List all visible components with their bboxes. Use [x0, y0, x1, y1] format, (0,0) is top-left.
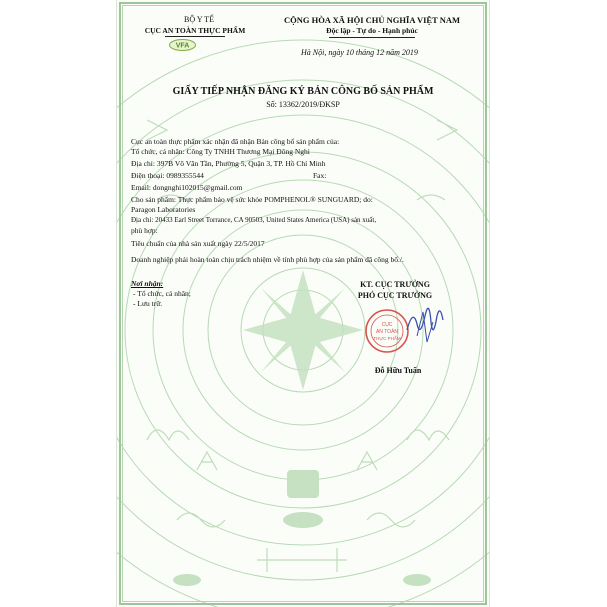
republic-name: CỘNG HÒA XÃ HỘI CHỦ NGHĨA VIỆT NAM [283, 15, 461, 25]
body-line-phone: Điện thoại: 0989355544 [131, 171, 204, 180]
body-line-organization: Tổ chức, cá nhân: Công Ty TNHH Thương Mại Đông Nghi [131, 147, 310, 156]
body-line-manufacturer: Paragon Laboratories [131, 205, 196, 214]
body-line-product: Cho sản phẩm: Thực phẩm bảo vệ sức khỏe POMPHENOL® SUNGUARD; do: [131, 195, 373, 204]
body-line-standard: Tiêu chuẩn của nhà sản xuất ngày 22/5/2017 [131, 239, 265, 248]
agency-name: CỤC AN TOÀN THỰC PHẨM [144, 26, 246, 35]
document-title: GIẤY TIẾP NHẬN ĐĂNG KÝ BẢN CÔNG BỐ SẢN PHẨM [172, 86, 434, 97]
body-line-intro: Cục an toàn thực phẩm xác nhận đã nhận Bản công bố sản phẩm của: [131, 137, 340, 146]
recipients-heading: Nơi nhận: [131, 279, 164, 288]
stamp-text-line: AN TOÀN [375, 329, 399, 335]
motto-underline [329, 37, 415, 38]
stamp-text-line: CỤC [381, 322, 393, 328]
document-number: Số: 13362/2019/ĐKSP [266, 100, 340, 109]
signer-role-line1: KT. CỤC TRƯỞNG [360, 280, 430, 289]
place-date: Hà Nội, ngày 10 tháng 12 năm 2019 [301, 48, 418, 57]
signer-role-line2: PHÓ CỤC TRƯỞNG [357, 291, 433, 300]
certificate-document [116, 0, 490, 607]
body-line-manufacturer-address: Địa chỉ: 20433 Earl Street Torrance, CA 90503, United States America (USA) sản xuất, [131, 216, 377, 224]
agency-underline [165, 36, 225, 37]
national-motto: Độc lập - Tự do - Hạnh phúc [326, 26, 418, 35]
svg-text:VFA: VFA [175, 42, 190, 50]
ministry-name: BỘ Y TẾ [184, 15, 214, 24]
recipient-item: - Tổ chức, cá nhân; [133, 289, 191, 298]
stamp-text-line: THỰC PHẨM [373, 336, 401, 341]
signer-name: Đỗ Hữu Tuấn [374, 366, 422, 375]
body-line-compliance: phù hợp: [131, 226, 158, 235]
body-line-fax: Fax: [313, 171, 327, 180]
handwritten-signature [403, 300, 447, 356]
vfa-logo [169, 39, 196, 51]
body-line-address: Địa chỉ: 397B Võ Văn Tần, Phường 5, Quận 3, TP. Hồ Chí Minh [131, 159, 326, 168]
recipient-item: - Lưu trữ. [133, 299, 163, 308]
body-line-email: Email: dongnghi102015@gmail.com [131, 183, 243, 192]
body-line-responsibility: Doanh nghiệp phải hoàn toàn chịu trách nhiệm về tính phù hợp của sản phẩm đã công bố./. [131, 255, 404, 264]
